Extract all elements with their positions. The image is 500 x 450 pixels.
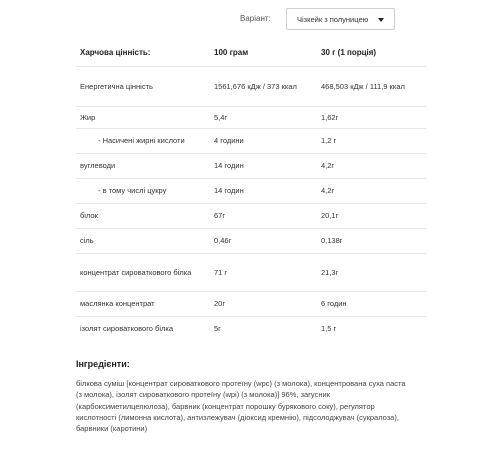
row-per-serving: 4,2г	[321, 178, 426, 203]
row-name: - в тому числі цукру	[76, 178, 214, 203]
row-per-serving: 4,2г	[321, 153, 426, 178]
header-per-100g: 100 грам	[214, 40, 321, 66]
row-per-100g: 0,46г	[214, 228, 321, 253]
row-per-100g: 14 годин	[214, 153, 321, 178]
row-per-serving: 0,138г	[321, 228, 426, 253]
row-name: Жир	[76, 106, 214, 128]
variant-label: Варіант:	[240, 14, 271, 23]
row-per-100g: 5,4г	[214, 106, 321, 128]
table-row	[76, 106, 426, 128]
table-row	[76, 316, 426, 341]
row-per-100g: 71 г	[214, 253, 321, 291]
row-per-serving: 20,1г	[321, 203, 426, 228]
nutrition-header-row	[76, 40, 426, 66]
row-name: сіль	[76, 228, 214, 253]
row-per-100g: 20г	[214, 291, 321, 316]
variant-dropdown[interactable]	[286, 8, 395, 30]
ingredients-text: білкова суміш [концентрат сироваткового протеїну (wpc) (з молока), концентрована суха паста (з молока), ізолят сироваткового протеїну (wpi) (з молока)] 96%, загусник (карбоксиметилцелюлоза), барвник (концентрат порошку бурякового соку), регулятор кислотності (лимонна кислота), антизлежувач (діоксид кремнію), підсолоджувач (сукралоза), барвники (каротини)	[76, 379, 406, 434]
table-row	[76, 66, 426, 106]
row-per-100g: 4 години	[214, 128, 321, 153]
row-name: - Насичені жирні кислоти	[76, 128, 214, 153]
row-name: вуглеводи	[76, 153, 214, 178]
header-per-serving: 30 г (1 порція)	[321, 40, 426, 66]
row-name: ізолят сироваткового білка	[80, 324, 173, 334]
row-per-100g: 1561,676 кДж / 373 ккал	[214, 66, 321, 106]
row-per-serving: 6 годин	[321, 291, 426, 316]
variant-selected-value: Чізкейк з полуницею	[297, 15, 369, 24]
row-per-100g: 14 годин	[214, 178, 321, 203]
row-per-serving: 1,62г	[321, 106, 426, 128]
table-row	[76, 253, 426, 291]
row-per-100g: 67г	[214, 203, 321, 228]
row-per-serving: 1,5 г	[321, 324, 337, 334]
row-per-100g: 5г	[214, 324, 221, 334]
variant-selector-row	[0, 8, 500, 30]
row-name: маслянка концентрат	[76, 291, 214, 316]
ingredients-title: Інгредієнти:	[76, 359, 130, 369]
caret-down-icon	[378, 18, 384, 22]
table-row	[76, 228, 426, 253]
table-row	[76, 178, 426, 203]
row-name: білок	[76, 203, 214, 228]
table-row	[76, 153, 426, 178]
row-per-serving: 21,3г	[321, 253, 426, 291]
row-per-serving: 1,2 г	[321, 128, 426, 153]
header-nutrition: Харчова цінність:	[76, 40, 214, 66]
table-row	[76, 291, 426, 316]
row-name: концентрат сироваткового білка	[76, 253, 214, 291]
table-row	[76, 203, 426, 228]
table-row	[76, 128, 426, 153]
nutrition-table	[76, 40, 426, 341]
row-per-serving: 468,503 кДж / 111,9 ккал	[321, 66, 426, 106]
row-name: Енергетична цінність	[76, 66, 214, 106]
